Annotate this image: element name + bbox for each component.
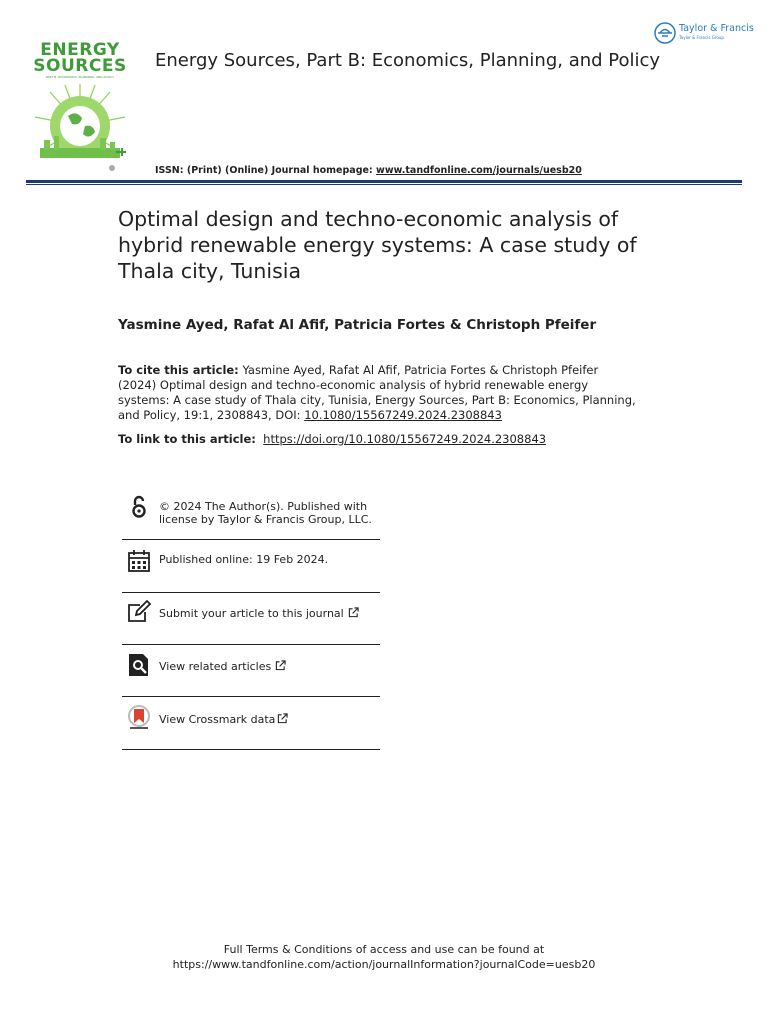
external-link-icon <box>275 660 286 671</box>
link-label: To link to this article: <box>118 432 256 446</box>
issn-label: ISSN: (Print) (Online) Journal homepage: <box>155 165 377 176</box>
submit-label: Submit your article to this journal <box>159 607 344 620</box>
open-access-icon <box>126 494 152 520</box>
journal-cover <box>28 24 132 174</box>
article-doi-link[interactable]: https://doi.org/10.1080/15567249.2024.2308843 <box>263 432 547 446</box>
search-document-icon <box>126 652 152 678</box>
license-line1: © 2024 The Author(s). Published with <box>159 500 368 513</box>
related-label: View related articles <box>159 660 272 673</box>
cover-title-line1: ENERGY <box>40 40 120 60</box>
crossmark-icon <box>126 705 152 731</box>
publisher-logo[interactable] <box>654 22 754 46</box>
article-title: Optimal design and techno-economic analysis of hybrid renewable energy systems: A case study of Thala city, Tunisia <box>118 207 637 283</box>
header-divider <box>26 180 742 183</box>
crossmark-label: View Crossmark data <box>159 713 276 726</box>
cite-doi-link[interactable]: 10.1080/15567249.2024.2308843 <box>304 408 502 422</box>
cite-label: To cite this article: <box>118 363 239 377</box>
article-link-line <box>118 432 546 446</box>
cover-subtitle: PART B: ECONOMICS, PLANNING, AND POLICY <box>45 75 115 79</box>
license-text <box>159 500 372 526</box>
external-link-icon <box>348 607 359 618</box>
publisher-name: Taylor & Francis <box>679 23 754 34</box>
terms-line1: Full Terms & Conditions of access and use can be found at <box>223 943 545 956</box>
cover-title-line2: SOURCES <box>33 56 127 76</box>
article-authors: Yasmine Ayed, Rafat Al Afif, Patricia Fortes & Christoph Pfeifer <box>118 317 597 333</box>
submit-link[interactable] <box>159 607 359 620</box>
terms-footer <box>0 942 768 972</box>
journal-title: Energy Sources, Part B: Economics, Planning, and Policy <box>155 50 661 71</box>
related-link[interactable] <box>159 660 286 673</box>
journal-homepage-link[interactable]: www.tandfonline.com/journals/uesb20 <box>376 165 582 176</box>
publisher-group: Taylor & Francis Group <box>679 35 724 40</box>
edit-icon <box>126 599 152 625</box>
terms-link[interactable]: https://www.tandfonline.com/action/journalInformation?journalCode=uesb20 <box>172 958 596 971</box>
published-date: Published online: 19 Feb 2024. <box>159 553 329 566</box>
issn-line <box>155 165 582 176</box>
license-row <box>122 492 380 538</box>
citation-block <box>118 363 638 423</box>
info-divider <box>122 749 380 750</box>
calendar-icon <box>126 548 152 574</box>
external-link-icon <box>277 713 288 724</box>
crossmark-row[interactable] <box>122 697 380 749</box>
crossmark-link[interactable] <box>159 713 288 726</box>
published-row <box>122 540 380 592</box>
publisher-logo-icon <box>654 22 676 44</box>
globe-illustration-icon <box>30 82 130 172</box>
related-row[interactable] <box>122 645 380 696</box>
header-divider-thin <box>26 184 742 185</box>
submit-row[interactable] <box>122 593 380 644</box>
cite-text: Yasmine Ayed, Rafat Al Afif, Patricia Fortes & Christoph Pfeifer (2024) Optimal design and techno-economic analysis of hybrid renewable energy systems: A case study of Thala city, Tunisia, Energy Sources, Part B: Economics, Planning, and Policy, 19:1, 2308843, DOI: <box>118 363 636 422</box>
license-line2: license by Taylor & Francis Group, LLC. <box>159 513 372 526</box>
